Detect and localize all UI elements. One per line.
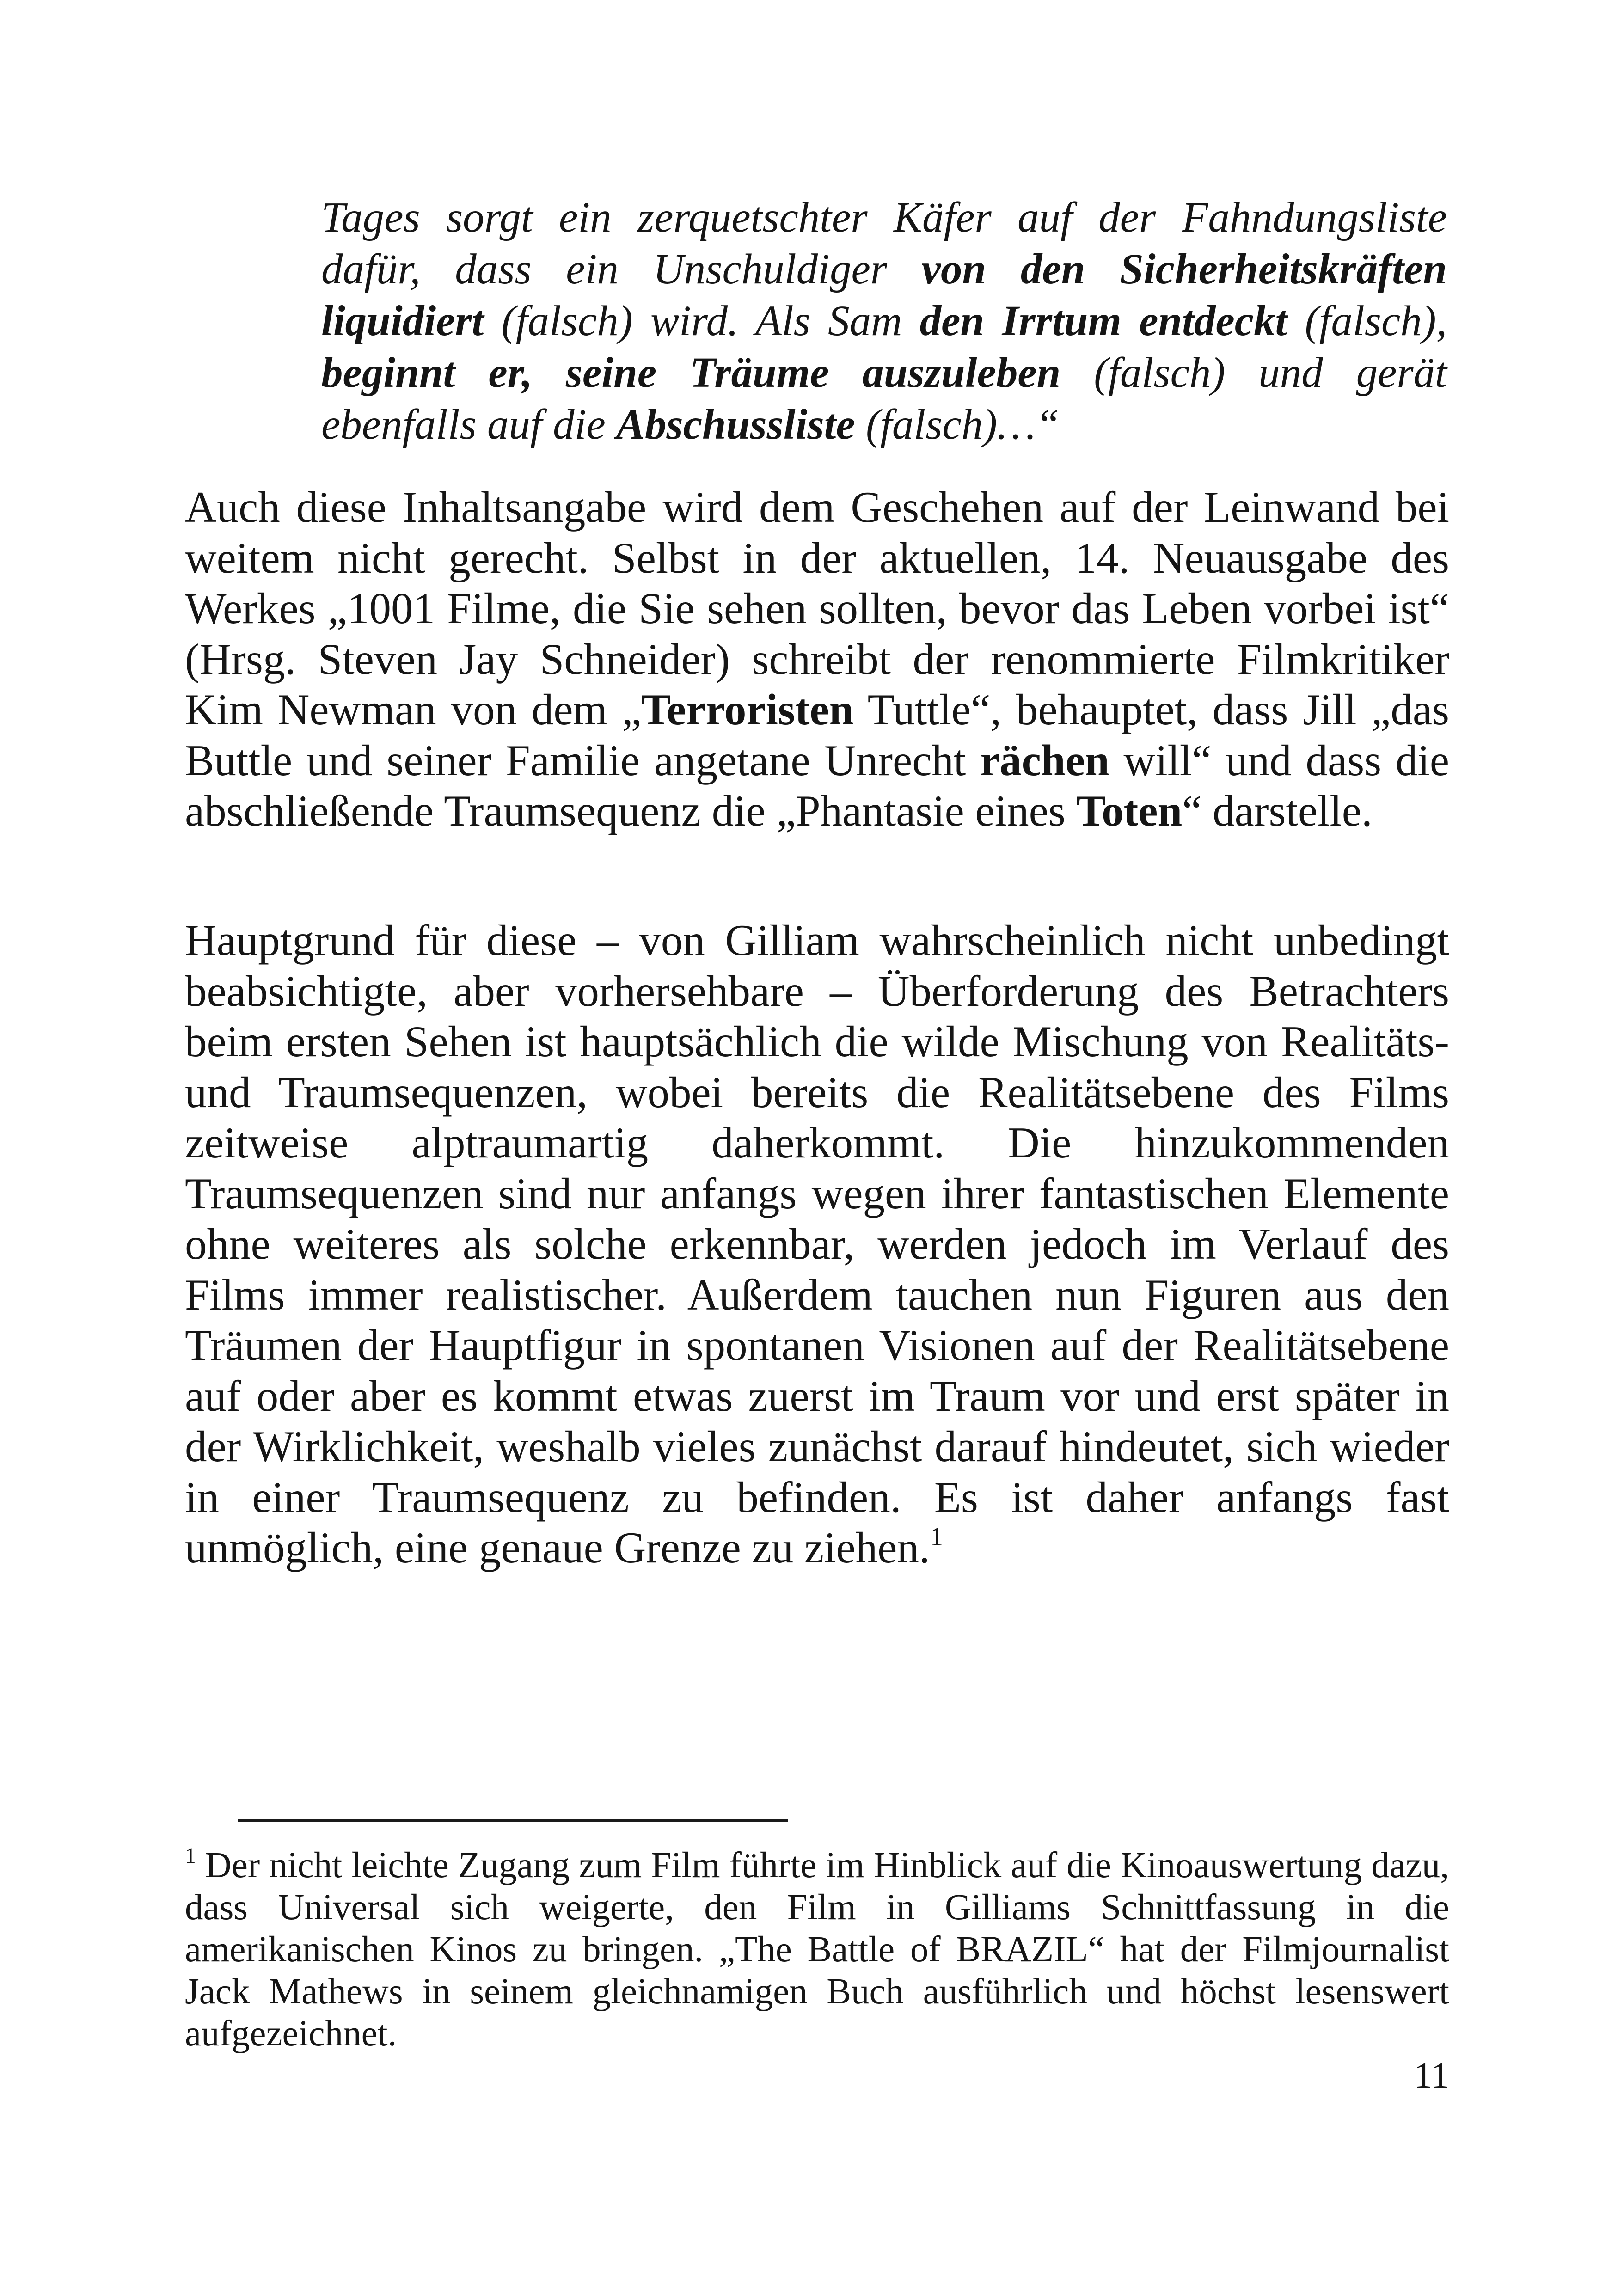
quote-emphasis: Abschussliste <box>616 401 855 448</box>
paragraph-text: Hauptgrund für diese – von Gilliam wahrscheinlich nicht unbedingt beabsichtigte, aber vorhersehbare – Überforderung des Betrachters beim ersten Sehen ist hauptsächlich die wilde Mischung von Realitäts- und Traumsequenzen, wobei bereits die Realitätsebene des Films zeitweise alptraumartig daherkommt. Die hinzukommenden Traumsequenzen sind nur anfangs wegen ihrer fantastischen Elemente ohne weiteres als solche erkennbar, werden jedoch im Verlauf des Films immer realistischer. Außerdem tauchen nun Figuren aus den Träumen der Hauptfigur in spontanen Visionen auf der Realitätsebene auf oder aber es kommt etwas zuerst im Traum vor und erst später in der Wirklichkeit, weshalb vieles zunächst darauf hindeutet, sich wieder in einer Traumsequenz zu befinden. Es ist daher anfangs fast unmöglich, eine genaue Grenze zu ziehen. <box>185 916 1449 1572</box>
paragraph-emphasis: Terroristen <box>641 685 854 734</box>
footnote-marker: 1 <box>185 1844 196 1868</box>
quote-text: Tages sorgt ein zerquetschter Käfer auf der Fahndungsliste dafür, dass ein Unschuldiger <box>321 194 1447 293</box>
page-number: 11 <box>1414 2056 1449 2096</box>
footnote <box>185 1844 1449 2055</box>
quote-text: (falsch) wird. Als Sam <box>484 297 920 345</box>
paragraph-text: will“ und dass die abschließende Traumsequenz die „Phantasie eines <box>185 735 1449 835</box>
footnote-divider <box>238 1819 788 1822</box>
paragraph-2 <box>185 915 1449 1574</box>
quote-emphasis: den Irrtum entdeckt <box>919 297 1287 345</box>
block-quote <box>321 192 1447 451</box>
quote-text: (falsch), <box>1287 297 1447 345</box>
paragraph-emphasis: rächen <box>980 735 1109 785</box>
quote-text: (falsch)…“ <box>855 401 1060 448</box>
quote-emphasis: von den Sicherheitskräften liquidiert <box>321 245 1447 345</box>
paragraph-text: Tuttle“, behauptet, dass Jill „das Buttle und seiner Familie angetane Unrecht <box>185 685 1449 785</box>
footnote-text: Der nicht leichte Zugang zum Film führte im Hinblick auf die Kinoauswertung dazu, dass Universal sich weigerte, den Film in Gilliams Schnittfassung in die amerikanischen Kinos zu bringen. „The Battle of BRAZIL“ hat der Filmjournalist Jack Mathews in seinem gleichnamigen Buch ausführlich und höchst lesenswert aufgezeichnet. <box>185 1845 1449 2054</box>
quote-text: (falsch) und gerät ebenfalls auf die <box>321 349 1447 448</box>
paragraph-emphasis: Toten <box>1076 786 1183 835</box>
footnote-reference[interactable]: 1 <box>930 1522 944 1551</box>
paragraph-text: “ darstelle. <box>1182 786 1373 835</box>
paragraph-1 <box>185 482 1449 837</box>
quote-emphasis: beginnt er, seine Träume auszuleben <box>321 349 1061 397</box>
paragraph-text: Auch diese Inhaltsangabe wird dem Geschehen auf der Leinwand bei weitem nicht gerecht. Selbst in der aktuellen, 14. Neuausgabe des Werkes „1001 Filme, die Sie sehen sollten, bevor das Leben vorbei ist“ (Hrsg. Steven Jay Schneider) schreibt der renommierte Filmkritiker Kim Newman von dem „ <box>185 483 1449 734</box>
